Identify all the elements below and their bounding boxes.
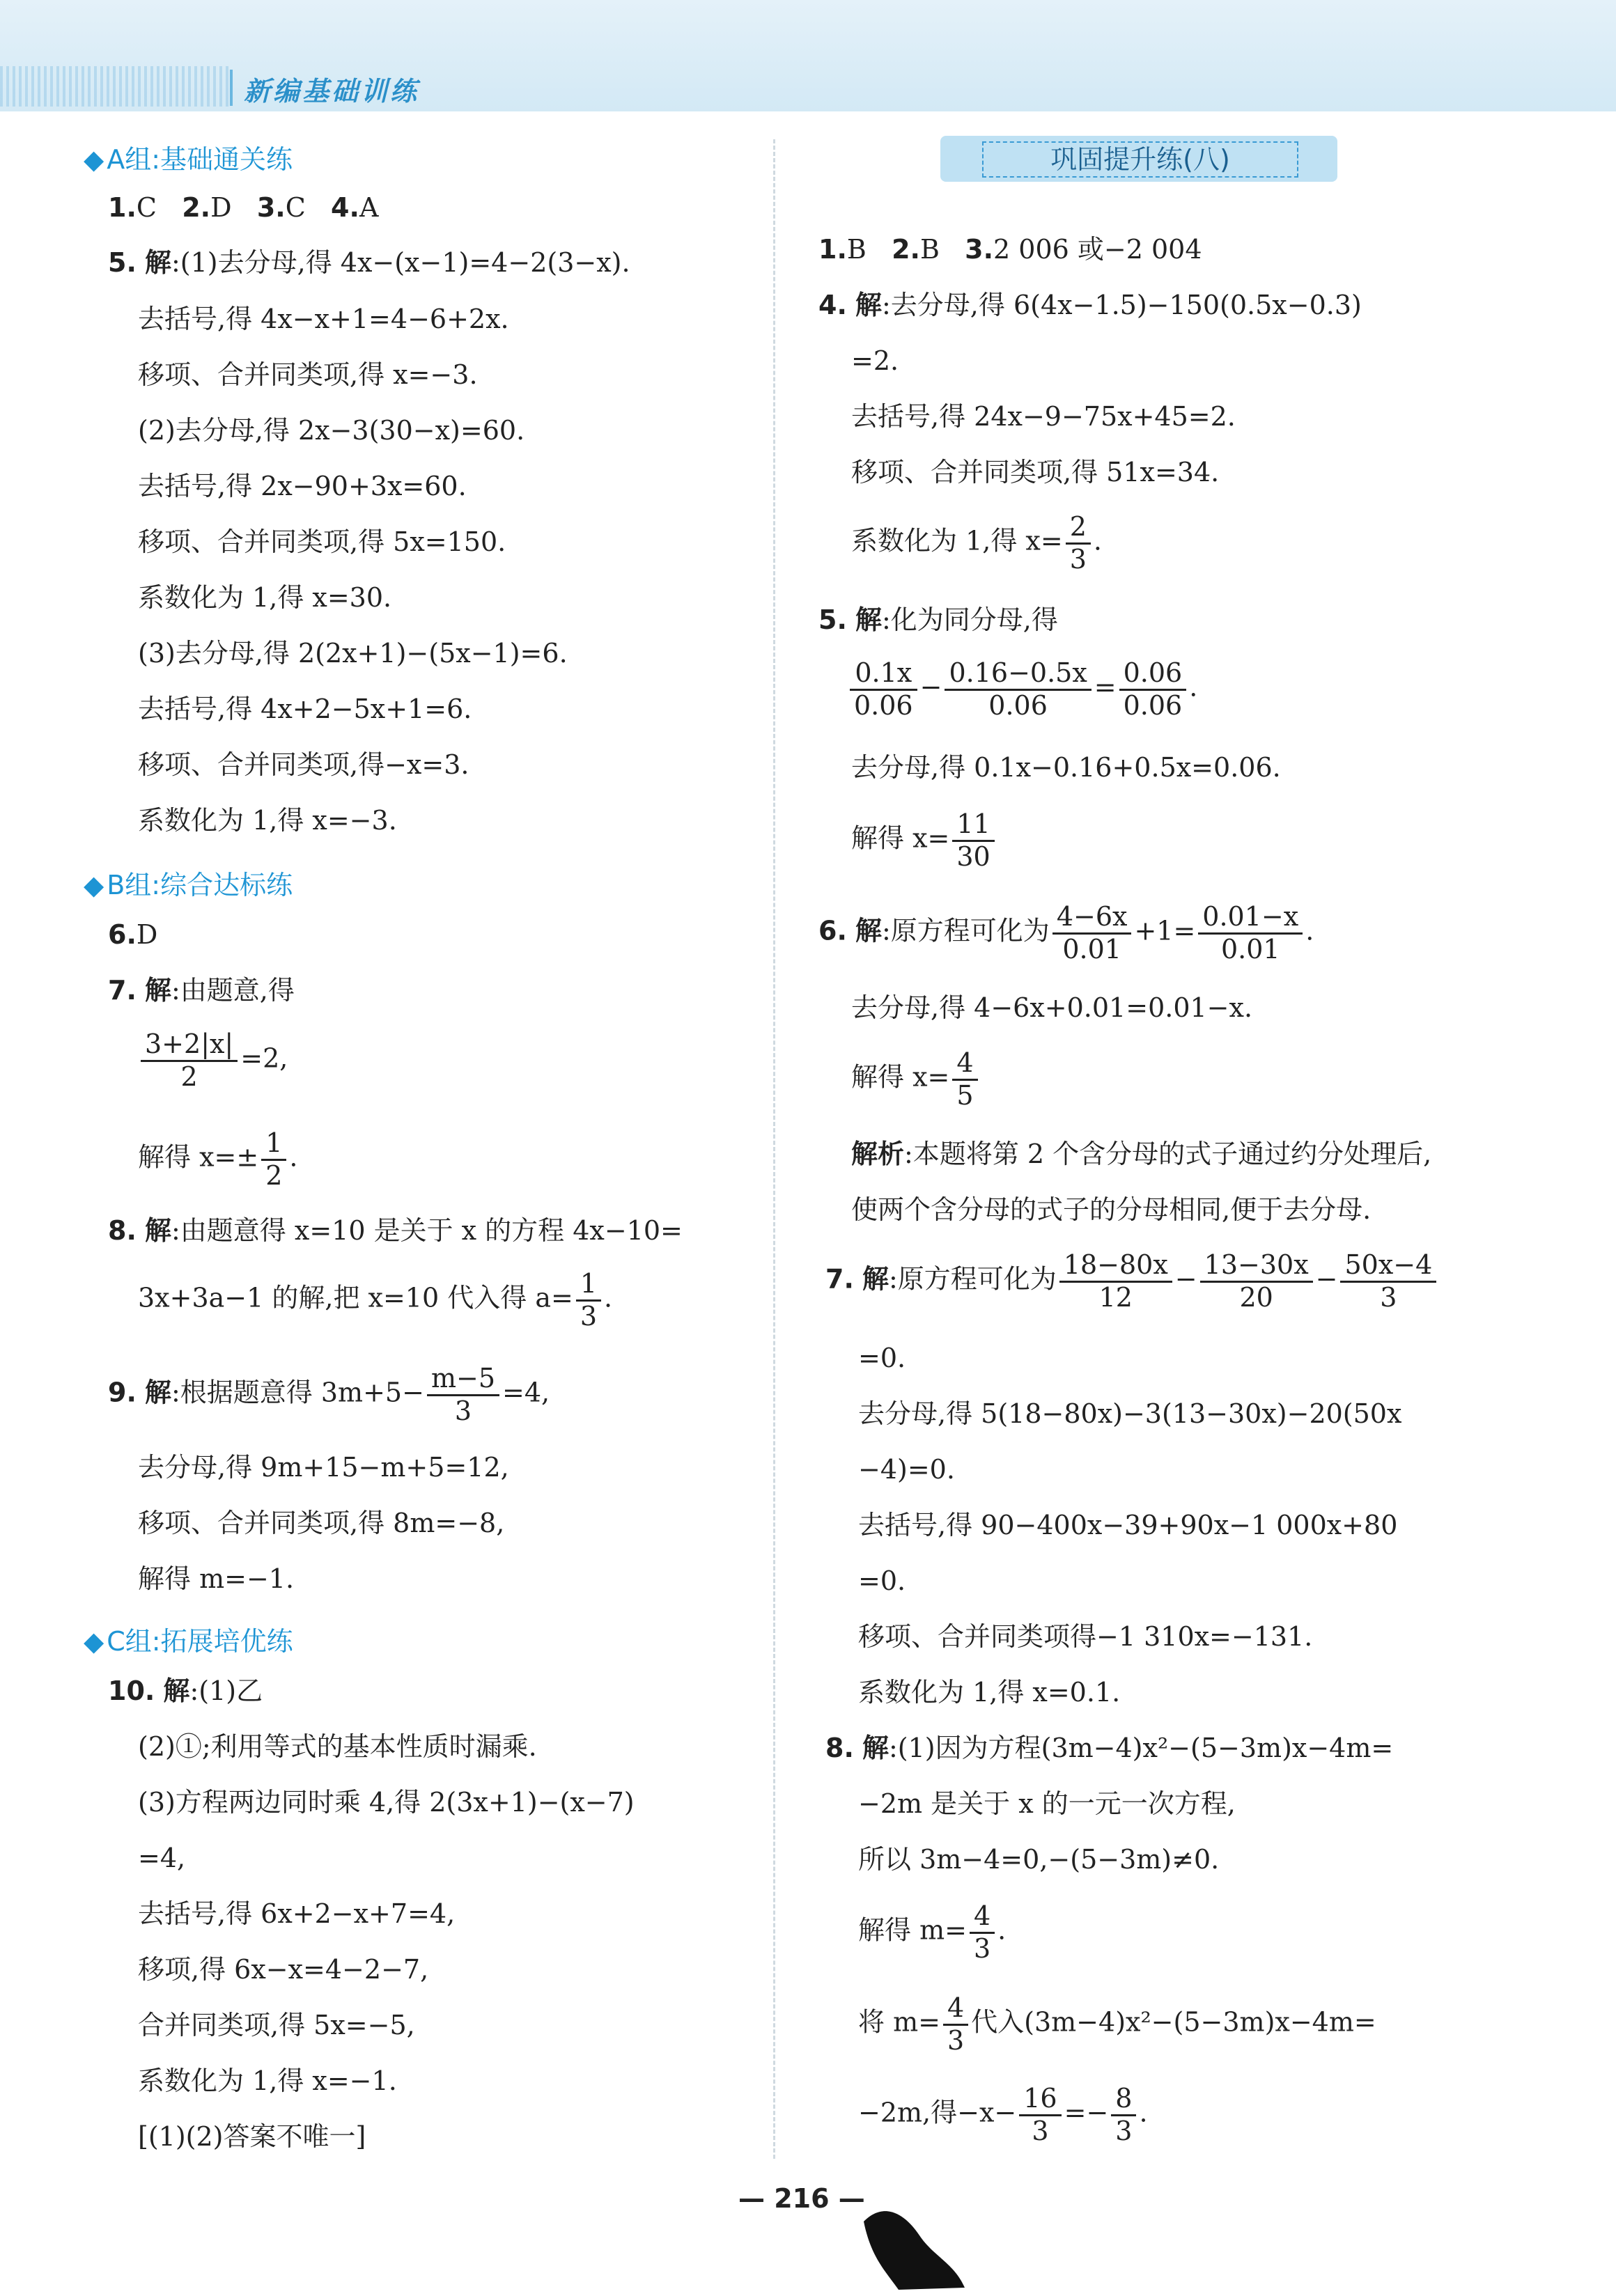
fraction: $\frac{4}{3}$ bbox=[970, 1901, 995, 1964]
p4-line: =2. bbox=[851, 345, 899, 376]
p5-line: 去括号,得 4x−x+1=4−6+2x. bbox=[138, 304, 509, 334]
p10-line: 移项,得 6x−x=4−2−7, bbox=[138, 1954, 429, 1985]
p10-line: 系数化为 1,得 x=−1. bbox=[138, 2065, 397, 2096]
problem-9: 9. 解:根据题意得 3m+5− $\frac{m-5}{3}$ =4, bbox=[108, 1363, 550, 1426]
banner-title: 巩固提升练(八) bbox=[982, 141, 1298, 178]
column-divider bbox=[773, 139, 775, 2159]
section-b-heading: ◆ B组:综合达标练 bbox=[84, 870, 293, 900]
fraction: $\frac{4}{3}$ bbox=[943, 1993, 968, 2056]
fraction: $\frac{16}{3}$ bbox=[1019, 2084, 1061, 2146]
p5-line: (3)去分母,得 2(2x+1)−(5x−1)=6. bbox=[138, 638, 568, 669]
p5-line: 移项、合并同类项,得 x=−3. bbox=[138, 359, 478, 390]
problem-8-right: 8. 解:(1)因为方程(3m−4)x²−(5−3m)x−4m= bbox=[825, 1733, 1394, 1763]
p10-line: (2)①;利用等式的基本性质时漏乘. bbox=[138, 1731, 537, 1762]
fraction: $\frac{m-5}{3}$ bbox=[427, 1364, 499, 1426]
p7-line: 去分母,得 5(18−80x)−3(13−30x)−20(50x bbox=[858, 1398, 1402, 1429]
p6-analysis: 解析:本题将第 2 个含分母的式子通过约分处理后, bbox=[851, 1139, 1432, 1169]
p9-line: 去分母,得 9m+15−m+5=12, bbox=[138, 1452, 509, 1483]
p7-line: 移项、合并同类项得−1 310x=−131. bbox=[858, 1621, 1313, 1652]
p7-solution: 解得 x=± $\frac{1}{2}$ . bbox=[138, 1127, 298, 1191]
problem-4: 4. 解:去分母,得 6(4x−1.5)−150(0.5x−0.3) bbox=[818, 290, 1362, 320]
ink-smudge-icon bbox=[857, 2194, 968, 2291]
problem-8: 8. 解:由题意得 x=10 是关于 x 的方程 4x−10= bbox=[108, 1215, 683, 1246]
fraction: $\frac{50x-4}{3}$ bbox=[1340, 1250, 1436, 1313]
p8-line: 所以 3m−4=0,−(5−3m)≠0. bbox=[858, 1844, 1220, 1875]
fraction: $\frac{0.1x}{0.06}$ bbox=[850, 658, 917, 721]
answers-1-4: 1.C 2.D 3.C 4.A bbox=[108, 192, 379, 223]
p5-line: 移项、合并同类项,得 5x=150. bbox=[138, 526, 506, 557]
fraction: $\frac{0.01-x}{0.01}$ bbox=[1198, 902, 1303, 965]
section-a-heading: ◆ A组:基础通关练 bbox=[84, 144, 293, 175]
p8-line: −2m 是关于 x 的一元一次方程, bbox=[858, 1788, 1236, 1819]
problem-7: 7. 解:由题意,得 bbox=[108, 975, 295, 1006]
p4-line: 移项、合并同类项,得 51x=34. bbox=[851, 457, 1220, 487]
section-c-heading: ◆ C组:拓展培优练 bbox=[84, 1626, 293, 1657]
p8-line: 3x+3a−1 的解,把 x=10 代入得 a= $\frac{1}{3}$ . bbox=[138, 1268, 613, 1331]
p5-equation: $\frac{0.1x}{0.06}$ − $\frac{0.16-0.5x}{0.06}$ = $\frac{0.06}{0.06}$ . bbox=[847, 658, 1197, 721]
p5-line: (2)去分母,得 2x−3(30−x)=60. bbox=[138, 415, 525, 446]
p7-line: 系数化为 1,得 x=0.1. bbox=[858, 1677, 1121, 1708]
p5-line: 去分母,得 0.1x−0.16+0.5x=0.06. bbox=[851, 752, 1281, 783]
fraction: $\frac{4-6x}{0.01}$ bbox=[1052, 902, 1132, 965]
header-title: 新编基础训练 bbox=[244, 76, 420, 107]
p9-line: 移项、合并同类项,得 8m=−8, bbox=[138, 1508, 505, 1538]
fraction: $\frac{2}{3}$ bbox=[1066, 512, 1091, 575]
problem-6-right: 6. 解:原方程可化为 $\frac{4-6x}{0.01}$ +1= $\frac{0.01-x}{0.01}$ . bbox=[818, 901, 1314, 965]
p5-line: 去括号,得 2x−90+3x=60. bbox=[138, 471, 467, 501]
problem-10: 10. 解:(1)乙 bbox=[108, 1676, 263, 1706]
p8-line: 将 m= $\frac{4}{3}$ 代入(3m−4)x²−(5−3m)x−4m= bbox=[858, 1992, 1376, 2056]
fraction: $\frac{4}{5}$ bbox=[952, 1048, 977, 1111]
fraction: $\frac{0.16-0.5x}{0.06}$ bbox=[945, 658, 1091, 721]
fraction: $\frac{0.06}{0.06}$ bbox=[1119, 658, 1187, 721]
fraction: $\frac{18-80x}{12}$ bbox=[1059, 1250, 1172, 1313]
answers-1-3: 1.B 2.B 3.2 006 或−2 004 bbox=[818, 234, 1202, 265]
header-pattern bbox=[0, 66, 230, 107]
p9-line: 解得 m=−1. bbox=[138, 1563, 295, 1594]
p5-line: 系数化为 1,得 x=30. bbox=[138, 582, 392, 613]
problem-6: 6.D bbox=[108, 919, 158, 950]
p6-line: 解得 x= $\frac{4}{5}$ bbox=[851, 1048, 981, 1111]
p4-line: 去括号,得 24x−9−75x+45=2. bbox=[851, 401, 1236, 432]
p10-line: 合并同类项,得 5x=−5, bbox=[138, 2010, 415, 2040]
p7-line: =0. bbox=[858, 1565, 906, 1596]
p8-line: 解得 m= $\frac{4}{3}$ . bbox=[858, 1900, 1007, 1964]
p7-equation: $\frac{3+2|x|}{2}$ =2, bbox=[138, 1029, 288, 1092]
p10-line: 去括号,得 6x+2−x+7=4, bbox=[138, 1898, 456, 1929]
fraction: $\frac{11}{30}$ bbox=[952, 809, 994, 872]
section-banner bbox=[940, 136, 1337, 182]
p6-analysis-line: 使两个含分母的式子的分母相同,便于去分母. bbox=[851, 1194, 1372, 1225]
p7-line: 去括号,得 90−400x−39+90x−1 000x+80 bbox=[858, 1510, 1398, 1540]
problem-5-right: 5. 解:化为同分母,得 bbox=[818, 604, 1058, 635]
header-bar bbox=[0, 0, 1616, 111]
fraction: $\frac{3+2|x|}{2}$ bbox=[141, 1029, 238, 1092]
p8-line: −2m,得−x− $\frac{16}{3}$ =− $\frac{8}{3}$ . bbox=[858, 2083, 1148, 2146]
p5-line: 系数化为 1,得 x=−3. bbox=[138, 805, 397, 836]
problem-5: 5. 解:(1)去分母,得 4x−(x−1)=4−2(3−x). bbox=[108, 247, 630, 278]
page-number: — 216 — bbox=[738, 2183, 865, 2214]
p6-line: 去分母,得 4−6x+0.01=0.01−x. bbox=[851, 992, 1253, 1023]
problem-7-right: 7. 解:原方程可化为 $\frac{18-80x}{12}$ − $\frac{13-30x}{20}$ − $\frac{50x-4}{3}$ bbox=[825, 1250, 1439, 1313]
fraction: $\frac{13-30x}{20}$ bbox=[1200, 1250, 1313, 1313]
p5-line: 去括号,得 4x+2−5x+1=6. bbox=[138, 694, 472, 724]
p5-line: 移项、合并同类项,得−x=3. bbox=[138, 749, 469, 780]
p4-line: 系数化为 1,得 x= $\frac{2}{3}$ . bbox=[851, 511, 1102, 575]
p7-line: =0. bbox=[858, 1343, 906, 1373]
fraction: $\frac{8}{3}$ bbox=[1111, 2084, 1136, 2146]
p7-line: −4)=0. bbox=[858, 1454, 955, 1485]
fraction: $\frac{1}{2}$ bbox=[261, 1128, 286, 1191]
p10-line: =4, bbox=[138, 1843, 186, 1873]
p10-line: (3)方程两边同时乘 4,得 2(3x+1)−(x−7) bbox=[138, 1787, 635, 1818]
header-separator bbox=[230, 70, 233, 106]
fraction: $\frac{1}{3}$ bbox=[576, 1269, 601, 1331]
p5-line: 解得 x= $\frac{11}{30}$ bbox=[851, 809, 997, 872]
p10-line: [(1)(2)答案不唯一] bbox=[138, 2121, 366, 2152]
